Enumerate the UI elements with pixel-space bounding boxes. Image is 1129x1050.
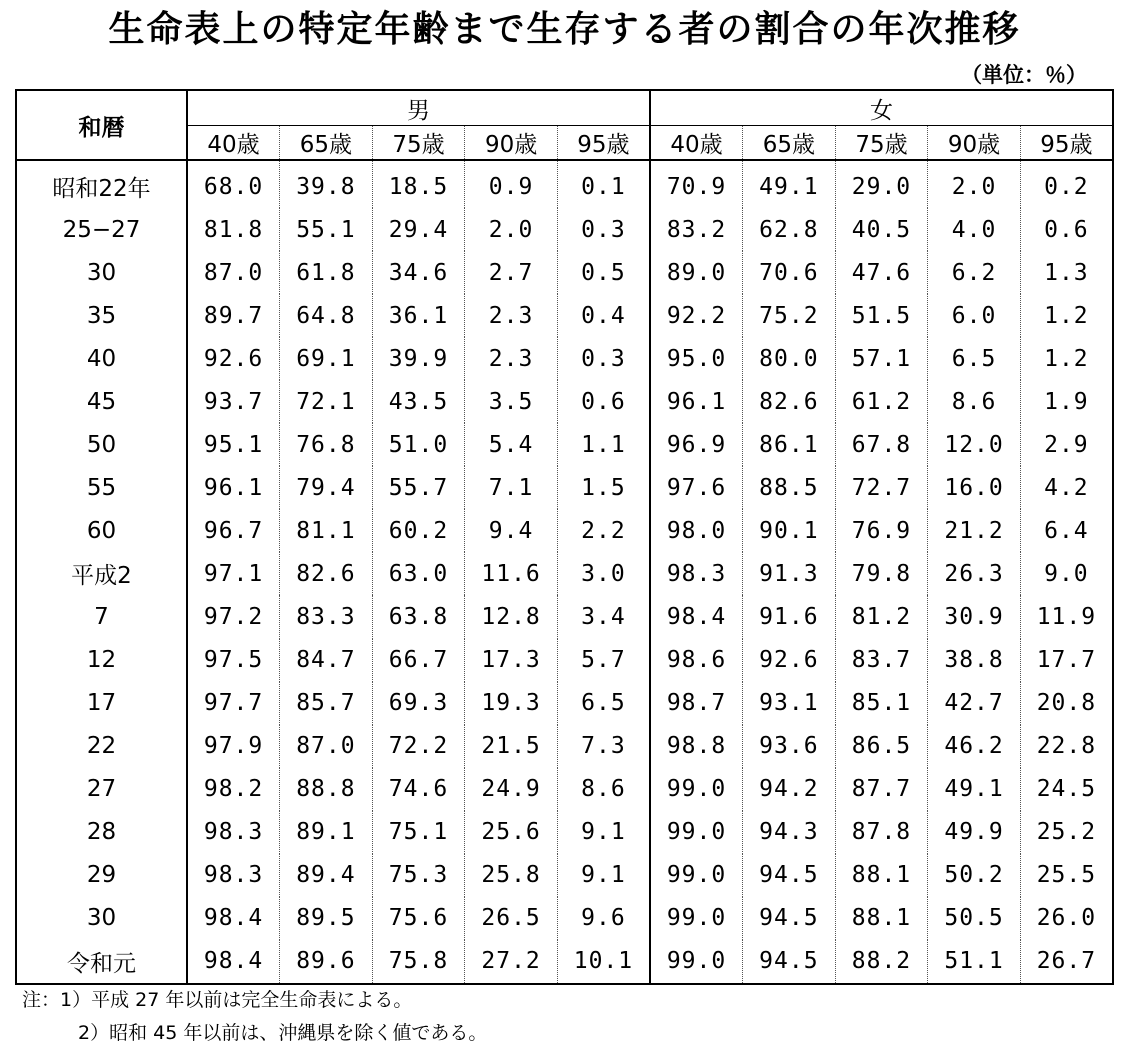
era-cell: 令和元 bbox=[16, 940, 187, 984]
era-cell: 45 bbox=[16, 380, 187, 423]
value-cell: 21.5 bbox=[465, 725, 558, 768]
table-row bbox=[16, 639, 1113, 682]
value-cell: 75.2 bbox=[743, 294, 836, 337]
value-cell: 2.9 bbox=[1020, 423, 1113, 466]
value-cell: 97.2 bbox=[187, 595, 280, 638]
value-cell: 96.7 bbox=[187, 509, 280, 552]
value-cell: 67.8 bbox=[835, 423, 928, 466]
era-cell: 昭和22年 bbox=[16, 160, 187, 208]
value-cell: 12.8 bbox=[465, 595, 558, 638]
value-cell: 11.9 bbox=[1020, 595, 1113, 638]
era-cell: 12 bbox=[16, 639, 187, 682]
value-cell: 9.0 bbox=[1020, 552, 1113, 595]
value-cell: 98.7 bbox=[650, 682, 743, 725]
value-cell: 7.1 bbox=[465, 466, 558, 509]
table-row bbox=[16, 160, 1113, 208]
value-cell: 61.2 bbox=[835, 380, 928, 423]
value-cell: 82.6 bbox=[743, 380, 836, 423]
value-cell: 17.3 bbox=[465, 639, 558, 682]
age-header: 75歳 bbox=[835, 126, 928, 161]
value-cell: 2.3 bbox=[465, 337, 558, 380]
value-cell: 2.0 bbox=[465, 208, 558, 251]
value-cell: 49.9 bbox=[928, 811, 1021, 854]
value-cell: 95.1 bbox=[187, 423, 280, 466]
value-cell: 90.1 bbox=[743, 509, 836, 552]
era-cell: 平成2 bbox=[16, 552, 187, 595]
value-cell: 0.3 bbox=[557, 337, 650, 380]
value-cell: 2.2 bbox=[557, 509, 650, 552]
table-row bbox=[16, 811, 1113, 854]
unit-label: （単位：％） bbox=[961, 63, 1087, 87]
table-row bbox=[16, 423, 1113, 466]
era-cell: 60 bbox=[16, 509, 187, 552]
value-cell: 93.7 bbox=[187, 380, 280, 423]
value-cell: 99.0 bbox=[650, 768, 743, 811]
value-cell: 97.9 bbox=[187, 725, 280, 768]
value-cell: 70.9 bbox=[650, 160, 743, 208]
value-cell: 8.6 bbox=[557, 768, 650, 811]
value-cell: 61.8 bbox=[280, 251, 373, 294]
value-cell: 88.8 bbox=[280, 768, 373, 811]
value-cell: 51.5 bbox=[835, 294, 928, 337]
value-cell: 68.0 bbox=[187, 160, 280, 208]
value-cell: 86.1 bbox=[743, 423, 836, 466]
value-cell: 29.0 bbox=[835, 160, 928, 208]
value-cell: 42.7 bbox=[928, 682, 1021, 725]
era-column-header: 和暦 bbox=[16, 90, 187, 160]
value-cell: 6.5 bbox=[557, 682, 650, 725]
value-cell: 17.7 bbox=[1020, 639, 1113, 682]
value-cell: 1.5 bbox=[557, 466, 650, 509]
era-cell: 55 bbox=[16, 466, 187, 509]
value-cell: 79.4 bbox=[280, 466, 373, 509]
value-cell: 4.2 bbox=[1020, 466, 1113, 509]
value-cell: 60.2 bbox=[372, 509, 465, 552]
value-cell: 98.4 bbox=[187, 940, 280, 984]
value-cell: 26.7 bbox=[1020, 940, 1113, 984]
value-cell: 83.3 bbox=[280, 595, 373, 638]
value-cell: 89.5 bbox=[280, 897, 373, 940]
table-row bbox=[16, 595, 1113, 638]
value-cell: 98.8 bbox=[650, 725, 743, 768]
value-cell: 25.2 bbox=[1020, 811, 1113, 854]
value-cell: 2.3 bbox=[465, 294, 558, 337]
table-row bbox=[16, 251, 1113, 294]
value-cell: 8.6 bbox=[928, 380, 1021, 423]
age-header: 90歳 bbox=[928, 126, 1021, 161]
value-cell: 18.5 bbox=[372, 160, 465, 208]
value-cell: 98.2 bbox=[187, 768, 280, 811]
era-cell: 30 bbox=[16, 251, 187, 294]
value-cell: 6.4 bbox=[1020, 509, 1113, 552]
age-header: 95歳 bbox=[1020, 126, 1113, 161]
value-cell: 0.1 bbox=[557, 160, 650, 208]
value-cell: 94.2 bbox=[743, 768, 836, 811]
value-cell: 87.0 bbox=[187, 251, 280, 294]
era-cell: 50 bbox=[16, 423, 187, 466]
value-cell: 94.5 bbox=[743, 897, 836, 940]
era-cell: 28 bbox=[16, 811, 187, 854]
value-cell: 34.6 bbox=[372, 251, 465, 294]
value-cell: 92.6 bbox=[743, 639, 836, 682]
era-cell: 7 bbox=[16, 595, 187, 638]
value-cell: 16.0 bbox=[928, 466, 1021, 509]
value-cell: 94.5 bbox=[743, 940, 836, 984]
table-row bbox=[16, 940, 1113, 984]
era-cell: 35 bbox=[16, 294, 187, 337]
value-cell: 4.0 bbox=[928, 208, 1021, 251]
value-cell: 99.0 bbox=[650, 940, 743, 984]
value-cell: 0.9 bbox=[465, 160, 558, 208]
value-cell: 40.5 bbox=[835, 208, 928, 251]
value-cell: 75.1 bbox=[372, 811, 465, 854]
era-cell: 30 bbox=[16, 897, 187, 940]
value-cell: 1.3 bbox=[1020, 251, 1113, 294]
value-cell: 57.1 bbox=[835, 337, 928, 380]
value-cell: 63.0 bbox=[372, 552, 465, 595]
value-cell: 74.6 bbox=[372, 768, 465, 811]
value-cell: 0.2 bbox=[1020, 160, 1113, 208]
value-cell: 81.1 bbox=[280, 509, 373, 552]
value-cell: 10.1 bbox=[557, 940, 650, 984]
value-cell: 38.8 bbox=[928, 639, 1021, 682]
table-row bbox=[16, 725, 1113, 768]
value-cell: 99.0 bbox=[650, 854, 743, 897]
male-header: 男 bbox=[187, 90, 650, 126]
value-cell: 46.2 bbox=[928, 725, 1021, 768]
value-cell: 91.6 bbox=[743, 595, 836, 638]
table-row bbox=[16, 337, 1113, 380]
value-cell: 39.8 bbox=[280, 160, 373, 208]
table-row bbox=[16, 466, 1113, 509]
value-cell: 20.8 bbox=[1020, 682, 1113, 725]
table-row bbox=[16, 682, 1113, 725]
value-cell: 9.1 bbox=[557, 854, 650, 897]
value-cell: 98.4 bbox=[187, 897, 280, 940]
age-header: 65歳 bbox=[743, 126, 836, 161]
era-cell: 17 bbox=[16, 682, 187, 725]
value-cell: 22.8 bbox=[1020, 725, 1113, 768]
value-cell: 1.2 bbox=[1020, 337, 1113, 380]
value-cell: 89.1 bbox=[280, 811, 373, 854]
value-cell: 50.2 bbox=[928, 854, 1021, 897]
era-cell: 25−27 bbox=[16, 208, 187, 251]
value-cell: 63.8 bbox=[372, 595, 465, 638]
value-cell: 94.3 bbox=[743, 811, 836, 854]
value-cell: 0.4 bbox=[557, 294, 650, 337]
value-cell: 89.6 bbox=[280, 940, 373, 984]
table-row bbox=[16, 768, 1113, 811]
table-row bbox=[16, 294, 1113, 337]
value-cell: 96.1 bbox=[187, 466, 280, 509]
value-cell: 62.8 bbox=[743, 208, 836, 251]
value-cell: 49.1 bbox=[928, 768, 1021, 811]
table-row bbox=[16, 897, 1113, 940]
value-cell: 2.7 bbox=[465, 251, 558, 294]
value-cell: 30.9 bbox=[928, 595, 1021, 638]
value-cell: 99.0 bbox=[650, 811, 743, 854]
value-cell: 50.5 bbox=[928, 897, 1021, 940]
value-cell: 99.0 bbox=[650, 897, 743, 940]
value-cell: 84.7 bbox=[280, 639, 373, 682]
value-cell: 69.1 bbox=[280, 337, 373, 380]
value-cell: 89.0 bbox=[650, 251, 743, 294]
table-row bbox=[16, 552, 1113, 595]
value-cell: 27.2 bbox=[465, 940, 558, 984]
value-cell: 87.8 bbox=[835, 811, 928, 854]
value-cell: 98.4 bbox=[650, 595, 743, 638]
value-cell: 69.3 bbox=[372, 682, 465, 725]
value-cell: 96.1 bbox=[650, 380, 743, 423]
value-cell: 98.0 bbox=[650, 509, 743, 552]
value-cell: 88.1 bbox=[835, 897, 928, 940]
value-cell: 21.2 bbox=[928, 509, 1021, 552]
value-cell: 97.5 bbox=[187, 639, 280, 682]
value-cell: 92.6 bbox=[187, 337, 280, 380]
value-cell: 1.1 bbox=[557, 423, 650, 466]
value-cell: 81.8 bbox=[187, 208, 280, 251]
age-header: 40歳 bbox=[187, 126, 280, 161]
value-cell: 0.6 bbox=[1020, 208, 1113, 251]
era-cell: 27 bbox=[16, 768, 187, 811]
value-cell: 24.9 bbox=[465, 768, 558, 811]
value-cell: 88.2 bbox=[835, 940, 928, 984]
value-cell: 6.2 bbox=[928, 251, 1021, 294]
value-cell: 89.4 bbox=[280, 854, 373, 897]
age-header: 75歳 bbox=[372, 126, 465, 161]
value-cell: 95.0 bbox=[650, 337, 743, 380]
value-cell: 93.1 bbox=[743, 682, 836, 725]
value-cell: 83.7 bbox=[835, 639, 928, 682]
value-cell: 19.3 bbox=[465, 682, 558, 725]
value-cell: 3.4 bbox=[557, 595, 650, 638]
value-cell: 98.6 bbox=[650, 639, 743, 682]
era-cell: 40 bbox=[16, 337, 187, 380]
value-cell: 5.7 bbox=[557, 639, 650, 682]
table-row bbox=[16, 509, 1113, 552]
age-header: 65歳 bbox=[280, 126, 373, 161]
value-cell: 3.5 bbox=[465, 380, 558, 423]
value-cell: 91.3 bbox=[743, 552, 836, 595]
value-cell: 72.2 bbox=[372, 725, 465, 768]
value-cell: 9.1 bbox=[557, 811, 650, 854]
value-cell: 66.7 bbox=[372, 639, 465, 682]
era-cell: 22 bbox=[16, 725, 187, 768]
value-cell: 85.7 bbox=[280, 682, 373, 725]
value-cell: 3.0 bbox=[557, 552, 650, 595]
value-cell: 97.1 bbox=[187, 552, 280, 595]
table-row bbox=[16, 854, 1113, 897]
age-header: 95歳 bbox=[557, 126, 650, 161]
value-cell: 72.7 bbox=[835, 466, 928, 509]
era-cell: 29 bbox=[16, 854, 187, 897]
value-cell: 97.6 bbox=[650, 466, 743, 509]
value-cell: 98.3 bbox=[650, 552, 743, 595]
value-cell: 51.1 bbox=[928, 940, 1021, 984]
value-cell: 29.4 bbox=[372, 208, 465, 251]
table-row bbox=[16, 208, 1113, 251]
value-cell: 26.3 bbox=[928, 552, 1021, 595]
value-cell: 81.2 bbox=[835, 595, 928, 638]
value-cell: 72.1 bbox=[280, 380, 373, 423]
value-cell: 0.6 bbox=[557, 380, 650, 423]
value-cell: 75.3 bbox=[372, 854, 465, 897]
age-header: 40歳 bbox=[650, 126, 743, 161]
value-cell: 94.5 bbox=[743, 854, 836, 897]
value-cell: 25.5 bbox=[1020, 854, 1113, 897]
value-cell: 85.1 bbox=[835, 682, 928, 725]
value-cell: 6.0 bbox=[928, 294, 1021, 337]
value-cell: 75.6 bbox=[372, 897, 465, 940]
value-cell: 76.9 bbox=[835, 509, 928, 552]
page-title: 生命表上の特定年齢まで生存する者の割合の年次推移 bbox=[108, 9, 1021, 50]
value-cell: 25.8 bbox=[465, 854, 558, 897]
value-cell: 6.5 bbox=[928, 337, 1021, 380]
value-cell: 75.8 bbox=[372, 940, 465, 984]
value-cell: 79.8 bbox=[835, 552, 928, 595]
value-cell: 24.5 bbox=[1020, 768, 1113, 811]
value-cell: 12.0 bbox=[928, 423, 1021, 466]
value-cell: 88.5 bbox=[743, 466, 836, 509]
footnotes bbox=[22, 984, 487, 1050]
value-cell: 96.9 bbox=[650, 423, 743, 466]
value-cell: 88.1 bbox=[835, 854, 928, 897]
value-cell: 76.8 bbox=[280, 423, 373, 466]
table-row bbox=[16, 380, 1113, 423]
value-cell: 7.3 bbox=[557, 725, 650, 768]
value-cell: 9.4 bbox=[465, 509, 558, 552]
value-cell: 83.2 bbox=[650, 208, 743, 251]
female-header: 女 bbox=[650, 90, 1113, 126]
age-header: 90歳 bbox=[465, 126, 558, 161]
value-cell: 64.8 bbox=[280, 294, 373, 337]
value-cell: 55.7 bbox=[372, 466, 465, 509]
value-cell: 55.1 bbox=[280, 208, 373, 251]
value-cell: 26.5 bbox=[465, 897, 558, 940]
value-cell: 39.9 bbox=[372, 337, 465, 380]
value-cell: 82.6 bbox=[280, 552, 373, 595]
value-cell: 87.0 bbox=[280, 725, 373, 768]
footnote-2: 2）昭和 45 年以前は、沖縄県を除く値である。 bbox=[78, 1022, 488, 1044]
value-cell: 92.2 bbox=[650, 294, 743, 337]
value-cell: 70.6 bbox=[743, 251, 836, 294]
footnote-1: 注：1）平成 27 年以前は完全生命表による。 bbox=[22, 989, 413, 1011]
value-cell: 36.1 bbox=[372, 294, 465, 337]
value-cell: 80.0 bbox=[743, 337, 836, 380]
value-cell: 98.3 bbox=[187, 811, 280, 854]
value-cell: 1.9 bbox=[1020, 380, 1113, 423]
value-cell: 87.7 bbox=[835, 768, 928, 811]
survival-table bbox=[15, 89, 1114, 985]
value-cell: 93.6 bbox=[743, 725, 836, 768]
value-cell: 98.3 bbox=[187, 854, 280, 897]
value-cell: 47.6 bbox=[835, 251, 928, 294]
value-cell: 97.7 bbox=[187, 682, 280, 725]
value-cell: 0.3 bbox=[557, 208, 650, 251]
value-cell: 1.2 bbox=[1020, 294, 1113, 337]
value-cell: 25.6 bbox=[465, 811, 558, 854]
value-cell: 2.0 bbox=[928, 160, 1021, 208]
value-cell: 49.1 bbox=[743, 160, 836, 208]
value-cell: 9.6 bbox=[557, 897, 650, 940]
value-cell: 11.6 bbox=[465, 552, 558, 595]
value-cell: 5.4 bbox=[465, 423, 558, 466]
value-cell: 51.0 bbox=[372, 423, 465, 466]
value-cell: 26.0 bbox=[1020, 897, 1113, 940]
value-cell: 89.7 bbox=[187, 294, 280, 337]
value-cell: 86.5 bbox=[835, 725, 928, 768]
value-cell: 0.5 bbox=[557, 251, 650, 294]
value-cell: 43.5 bbox=[372, 380, 465, 423]
